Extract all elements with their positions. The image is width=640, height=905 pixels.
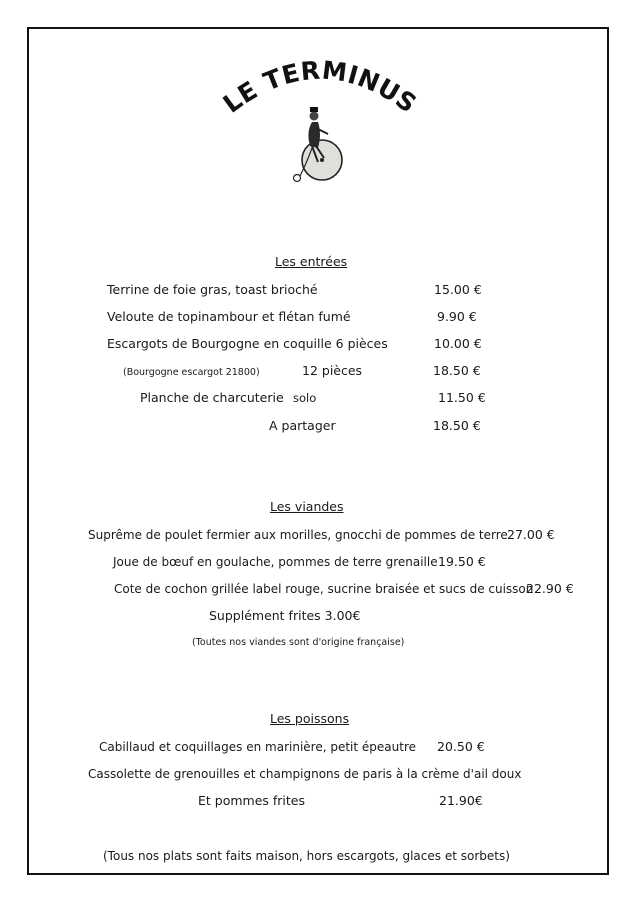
footer-note: (Tous nos plats sont faits maison, hors escargots, glaces et sorbets) bbox=[103, 849, 510, 863]
poisson-1-name: Cabillaud et coquillages en marinière, petit épeautre bbox=[99, 740, 417, 754]
entree-4-variant: 12 pièces bbox=[302, 363, 363, 378]
entree-1-name: Terrine de foie gras, toast brioché bbox=[107, 282, 318, 297]
viande-1-name: Suprême de poulet fermier aux morilles, gnocchi de pommes de terre bbox=[88, 528, 508, 542]
section-title-entrees: Les entrées bbox=[275, 254, 348, 269]
entree-3-name: Escargots de Bourgogne en coquille 6 pièces bbox=[107, 336, 388, 351]
viande-supplement: Supplément frites 3.00€ bbox=[209, 608, 361, 623]
viande-2-name: Joue de bœuf en goulache, pommes de terre grenaille bbox=[113, 555, 438, 569]
entree-1-price: 15.00 € bbox=[434, 282, 482, 297]
poisson-2-name: Cassolette de grenouilles et champignons de paris à la crème d'ail doux bbox=[88, 767, 522, 781]
viande-1-price: 27.00 € bbox=[507, 527, 555, 542]
viande-2-price: 19.50 € bbox=[438, 554, 486, 569]
penny-farthing-cyclist-icon bbox=[294, 107, 343, 182]
viande-3-name: Cote de cochon grillée label rouge, sucrine braisée et sucs de cuisson bbox=[114, 582, 534, 596]
entree-2-name: Veloute de topinambour et flétan fumé bbox=[107, 309, 351, 324]
poisson-1-price: 20.50 € bbox=[437, 739, 485, 754]
entree-6-price: 18.50 € bbox=[433, 418, 481, 433]
entree-2-price: 9.90 € bbox=[437, 309, 477, 324]
restaurant-logo bbox=[200, 44, 440, 194]
entree-6-name: A partager bbox=[269, 418, 336, 433]
entree-4-price: 18.50 € bbox=[433, 363, 481, 378]
entree-4-origin: (Bourgogne escargot 21800) bbox=[123, 367, 260, 378]
logo-text: LE TERMINUS bbox=[217, 55, 423, 119]
viande-origin-note: (Toutes nos viandes sont d'origine française) bbox=[192, 637, 405, 648]
entree-3-price: 10.00 € bbox=[434, 336, 482, 351]
entree-5-price: 11.50 € bbox=[438, 390, 486, 405]
section-title-poissons: Les poissons bbox=[270, 711, 350, 726]
entree-5-variant: solo bbox=[293, 391, 317, 405]
entree-5-name: Planche de charcuterie bbox=[140, 390, 284, 405]
section-title-viandes: Les viandes bbox=[270, 499, 344, 514]
viande-3-price: 22.90 € bbox=[526, 581, 574, 596]
poisson-2-price: 21.90€ bbox=[439, 793, 483, 808]
poisson-2-side: Et pommes frites bbox=[198, 793, 306, 808]
